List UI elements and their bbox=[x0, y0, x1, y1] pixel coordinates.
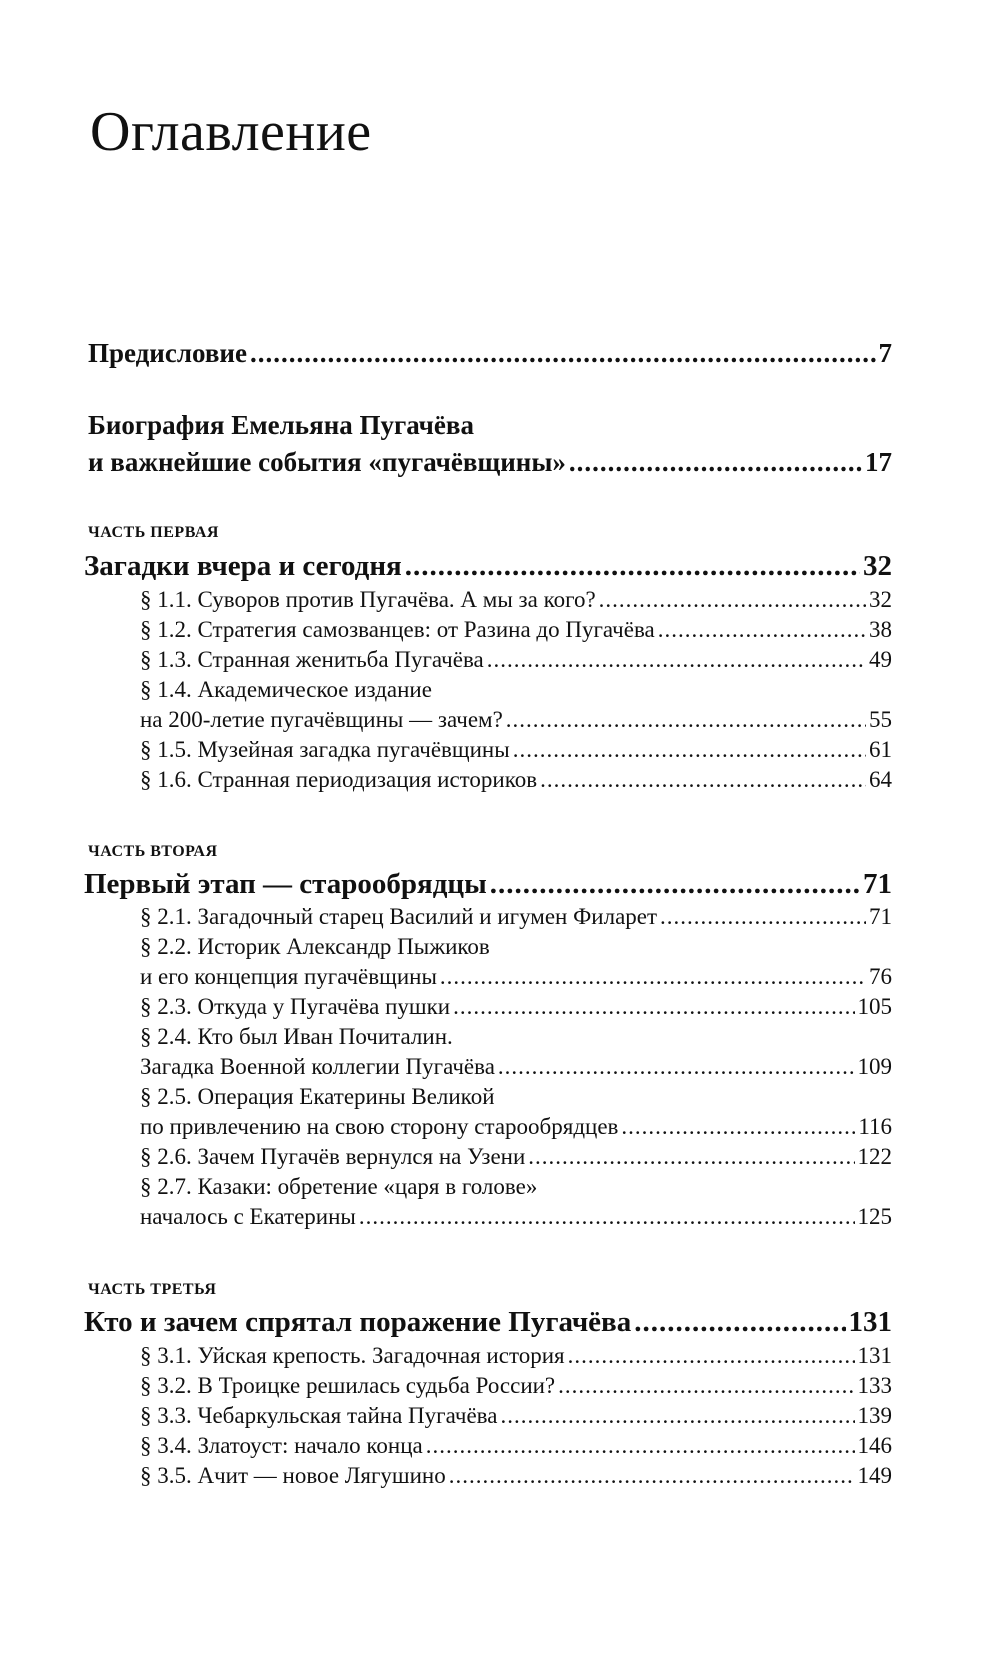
toc-entry-title: Кто и зачем спрятал поражение Пугачёва bbox=[84, 1306, 632, 1338]
toc-page-number: 149 bbox=[857, 1463, 892, 1488]
toc-page-number: 61 bbox=[869, 737, 892, 762]
dot-leader bbox=[621, 1114, 855, 1140]
toc-page-number: 71 bbox=[869, 904, 892, 929]
toc-entry-biography-line1[interactable]: Биография Емельяна Пугачёва bbox=[88, 410, 474, 440]
toc-page-number: 49 bbox=[869, 647, 892, 672]
toc-part-title[interactable] bbox=[84, 550, 892, 583]
dot-leader bbox=[558, 1373, 854, 1399]
toc-page-number: 133 bbox=[857, 1373, 892, 1398]
dot-leader bbox=[405, 550, 860, 583]
page-title: Оглавление bbox=[90, 101, 372, 163]
dot-leader bbox=[540, 767, 866, 793]
toc-entry-title: § 3.2. В Троицке решилась судьба России? bbox=[140, 1373, 556, 1398]
toc-section[interactable] bbox=[140, 1144, 892, 1170]
toc-entry-title: § 2.6. Зачем Пугачёв вернулся на Узени bbox=[140, 1144, 526, 1169]
toc-section[interactable] bbox=[140, 1204, 892, 1230]
toc-entry-title: на 200-летие пугачёвщины — зачем? bbox=[140, 707, 503, 732]
dot-leader bbox=[359, 1204, 855, 1230]
toc-page-number: 71 bbox=[863, 868, 892, 900]
toc-entry-title: по привлечению на свою сторону старообрядцев bbox=[140, 1114, 619, 1139]
toc-section[interactable] bbox=[140, 1403, 892, 1429]
toc-entry-title: § 2.1. Загадочный старец Василий и игумен Филарет bbox=[140, 904, 658, 929]
toc-section-line[interactable]: § 1.4. Академическое издание bbox=[140, 677, 432, 702]
dot-leader bbox=[528, 1144, 854, 1170]
toc-page-number: 55 bbox=[869, 707, 892, 732]
toc-entry-title: Первый этап — старообрядцы bbox=[84, 868, 487, 900]
toc-page-number: 7 bbox=[878, 338, 892, 368]
toc-page-number: 17 bbox=[865, 447, 892, 477]
toc-section[interactable] bbox=[140, 1373, 892, 1399]
toc-entry-title: § 3.3. Чебаркульская тайна Пугачёва bbox=[140, 1403, 498, 1428]
toc-section[interactable] bbox=[140, 904, 892, 930]
toc-section-line[interactable]: § 2.7. Казаки: обретение «царя в голове» bbox=[140, 1174, 538, 1199]
toc-page-number: 109 bbox=[857, 1054, 892, 1079]
toc-page-number: 38 bbox=[869, 617, 892, 642]
part-label: ЧАСТЬ ПЕРВАЯ bbox=[88, 524, 219, 541]
dot-leader bbox=[569, 447, 862, 478]
toc-page-number: 64 bbox=[869, 767, 892, 792]
dot-leader bbox=[658, 617, 866, 643]
toc-section[interactable] bbox=[140, 964, 892, 990]
toc-section[interactable] bbox=[140, 647, 892, 673]
toc-entry-title: § 2.3. Откуда у Пугачёва пушки bbox=[140, 994, 451, 1019]
dot-leader bbox=[634, 1306, 845, 1339]
dot-leader bbox=[498, 1054, 855, 1080]
toc-page-number: 122 bbox=[857, 1144, 892, 1169]
dot-leader bbox=[500, 1403, 854, 1429]
toc-entry-title: § 3.5. Ачит — новое Лягушино bbox=[140, 1463, 446, 1488]
dot-leader bbox=[660, 904, 866, 930]
part-label: ЧАСТЬ ВТОРАЯ bbox=[88, 843, 218, 860]
toc-entry-title: и его концепция пугачёвщины bbox=[140, 964, 437, 989]
toc-section[interactable] bbox=[140, 1463, 892, 1489]
dot-leader bbox=[440, 964, 866, 990]
dot-leader bbox=[250, 338, 876, 369]
toc-entry-title: Предисловие bbox=[88, 338, 247, 368]
toc-entry-biography[interactable] bbox=[88, 447, 892, 478]
toc-page-number: 139 bbox=[857, 1403, 892, 1428]
toc-section-line[interactable]: § 2.5. Операция Екатерины Великой bbox=[140, 1084, 495, 1109]
toc-section[interactable] bbox=[140, 1433, 892, 1459]
toc-entry-title: и важнейшие события «пугачёвщины» bbox=[88, 447, 566, 477]
toc-page-number: 32 bbox=[863, 550, 892, 582]
toc-entry-title: Загадки вчера и сегодня bbox=[84, 550, 402, 582]
part-label: ЧАСТЬ ТРЕТЬЯ bbox=[88, 1281, 217, 1298]
toc-page-number: 116 bbox=[858, 1114, 892, 1139]
toc-entry-title: § 3.4. Златоуст: начало конца bbox=[140, 1433, 423, 1458]
toc-entry-title: § 1.5. Музейная загадка пугачёвщины bbox=[140, 737, 510, 762]
toc-section[interactable] bbox=[140, 587, 892, 613]
toc-entry-title: Загадка Военной коллегии Пугачёва bbox=[140, 1054, 495, 1079]
toc-part-title[interactable] bbox=[84, 1306, 892, 1339]
toc-entry-title: § 1.1. Суворов против Пугачёва. А мы за кого? bbox=[140, 587, 596, 612]
dot-leader bbox=[453, 994, 854, 1020]
toc-entry-title: началось с Екатерины bbox=[140, 1204, 356, 1229]
toc-section[interactable] bbox=[140, 1114, 892, 1140]
dot-leader bbox=[599, 587, 866, 613]
toc-page-number: 146 bbox=[857, 1433, 892, 1458]
toc-page-number: 131 bbox=[857, 1343, 892, 1368]
toc-page-number: 105 bbox=[857, 994, 892, 1019]
toc-entry-title: § 1.3. Странная женитьба Пугачёва bbox=[140, 647, 484, 672]
dot-leader bbox=[449, 1463, 855, 1489]
toc-section[interactable] bbox=[140, 767, 892, 793]
dot-leader bbox=[490, 868, 860, 901]
toc-section-line[interactable]: § 2.4. Кто был Иван Почиталин. bbox=[140, 1024, 453, 1049]
toc-section[interactable] bbox=[140, 1343, 892, 1369]
dot-leader bbox=[506, 707, 866, 733]
toc-section[interactable] bbox=[140, 994, 892, 1020]
toc-entry-title: § 1.6. Странная периодизация историков bbox=[140, 767, 538, 792]
toc-section-line[interactable]: § 2.2. Историк Александр Пыжиков bbox=[140, 934, 490, 959]
toc-entry-title: § 1.2. Стратегия самозванцев: от Разина до Пугачёва bbox=[140, 617, 655, 642]
toc-page-number: 125 bbox=[857, 1204, 892, 1229]
toc-page-number: 131 bbox=[848, 1306, 892, 1338]
toc-entry-preface[interactable] bbox=[88, 338, 892, 369]
toc-page-number: 76 bbox=[869, 964, 892, 989]
toc-section[interactable] bbox=[140, 737, 892, 763]
toc-section[interactable] bbox=[140, 707, 892, 733]
dot-leader bbox=[513, 737, 866, 763]
dot-leader bbox=[426, 1433, 855, 1459]
toc-entry-title: § 3.1. Уйская крепость. Загадочная история bbox=[140, 1343, 565, 1368]
dot-leader bbox=[487, 647, 866, 673]
dot-leader bbox=[568, 1343, 855, 1369]
toc-section[interactable] bbox=[140, 617, 892, 643]
toc-section[interactable] bbox=[140, 1054, 892, 1080]
toc-page-number: 32 bbox=[869, 587, 892, 612]
toc-part-title[interactable] bbox=[84, 868, 892, 901]
